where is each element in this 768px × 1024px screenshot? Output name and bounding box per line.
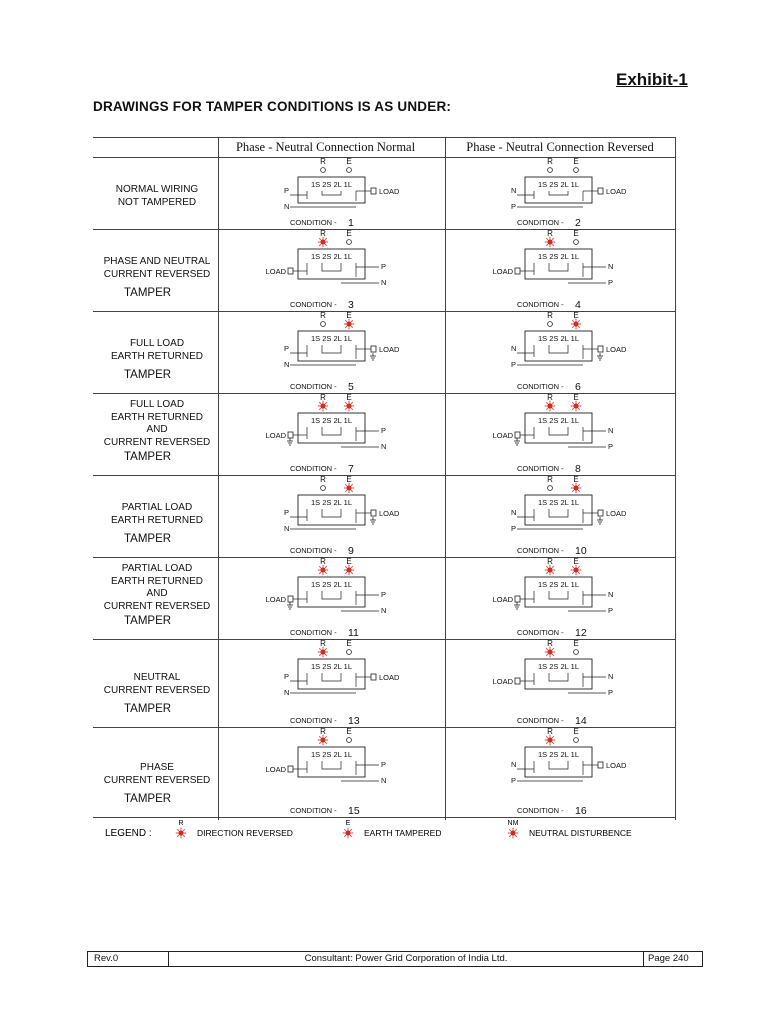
supply-label-1: P	[381, 590, 387, 599]
load-label: LOAD	[606, 509, 627, 518]
led-r-off-icon	[321, 322, 326, 327]
led-e-on-icon	[571, 483, 581, 493]
row-label-line: PHASE	[140, 762, 174, 773]
led-e-on-icon	[344, 401, 354, 411]
condition-caption: CONDITION -	[290, 382, 337, 391]
row-label-line: PHASE AND NEUTRAL	[103, 256, 211, 267]
supply-label-2: P	[608, 442, 614, 451]
condition-number: 2	[575, 217, 581, 229]
load-icon	[598, 188, 603, 194]
legend-text: DIRECTION REVERSED	[197, 828, 293, 838]
condition-number: 4	[575, 299, 581, 311]
row-label-line: CURRENT REVERSED	[103, 684, 211, 696]
condition-diagram-7	[218, 393, 448, 475]
footer-revision: Rev.0	[94, 953, 119, 964]
legend-title: LEGEND :	[105, 828, 152, 839]
led-e-on-icon	[571, 565, 581, 575]
supply-label-1: N	[608, 426, 614, 435]
supply-label-2: P	[511, 202, 517, 211]
load-icon	[598, 346, 603, 352]
led-e-label: E	[346, 557, 352, 566]
condition-caption: CONDITION -	[290, 716, 337, 725]
led-e-label: E	[573, 475, 579, 484]
condition-caption: CONDITION -	[290, 806, 337, 815]
supply-label-1: N	[511, 508, 517, 517]
tamper-label: TAMPER	[124, 793, 172, 805]
condition-diagram-4	[445, 229, 675, 311]
led-e-on-icon	[571, 319, 581, 329]
row-label-8	[96, 762, 218, 787]
condition-caption: CONDITION -	[517, 382, 564, 391]
tamper-label: TAMPER	[124, 369, 172, 381]
led-r-on-icon	[545, 647, 555, 657]
condition-caption: CONDITION -	[290, 546, 337, 555]
load-icon	[371, 674, 376, 680]
supply-label-2: P	[511, 524, 517, 533]
led-e-off-icon	[347, 168, 352, 173]
led-r-on-icon	[318, 237, 328, 247]
meter-terminals: 1S 2S 2L 1L	[537, 416, 580, 425]
supply-label-2: N	[381, 442, 387, 451]
supply-label-2: N	[381, 278, 387, 287]
meter-terminals: 1S 2S 2L 1L	[310, 750, 353, 759]
led-e-off-icon	[574, 738, 579, 743]
condition-diagram-12	[445, 557, 675, 639]
column-header-normal: Phase - Neutral Connection Normal	[235, 140, 416, 154]
load-icon	[371, 346, 376, 352]
load-label: LOAD	[265, 595, 286, 604]
led-e-on-icon	[344, 565, 354, 575]
condition-diagram-6	[445, 311, 675, 393]
row-label-line: EARTH RETURNED	[110, 350, 204, 362]
led-e-off-icon	[574, 650, 579, 655]
load-label: LOAD	[265, 431, 286, 440]
supply-label-1: P	[284, 344, 290, 353]
meter-terminals: 1S 2S 2L 1L	[310, 334, 353, 343]
load-icon	[371, 188, 376, 194]
legend-letter: R	[178, 820, 184, 827]
led-e-label: E	[573, 639, 579, 648]
row-label-line: PARTIAL LOAD	[121, 563, 193, 574]
led-r-label: R	[547, 393, 553, 402]
supply-label-1: P	[381, 760, 387, 769]
load-label: LOAD	[606, 187, 627, 196]
legend-text: NEUTRAL DISTURBENCE	[529, 828, 632, 838]
condition-diagram-3	[218, 229, 448, 311]
condition-number: 5	[348, 381, 354, 393]
led-r-label: R	[547, 475, 553, 484]
supply-label-1: N	[608, 672, 614, 681]
footer-page-number: Page 240	[648, 953, 689, 964]
condition-diagram-5	[218, 311, 448, 393]
meter-terminals: 1S 2S 2L 1L	[537, 580, 580, 589]
row-label-line: PARTIAL LOAD	[121, 502, 193, 513]
condition-number: 10	[575, 545, 587, 557]
page-heading: DRAWINGS FOR TAMPER CONDITIONS IS AS UNDER:	[93, 99, 452, 114]
led-r-label: R	[547, 727, 553, 736]
supply-label-2: N	[284, 688, 290, 697]
condition-caption: CONDITION -	[517, 716, 564, 725]
tamper-label: TAMPER	[124, 533, 172, 545]
meter-terminals: 1S 2S 2L 1L	[310, 416, 353, 425]
legend-led-icon	[508, 828, 518, 838]
led-r-label: R	[547, 557, 553, 566]
load-icon	[515, 268, 520, 274]
load-icon	[288, 766, 293, 772]
led-r-label: R	[320, 229, 326, 238]
led-r-on-icon	[318, 735, 328, 745]
supply-label-1: P	[381, 426, 387, 435]
supply-label-2: P	[608, 606, 614, 615]
led-r-off-icon	[548, 168, 553, 173]
supply-label-1: N	[608, 262, 614, 271]
led-e-off-icon	[347, 240, 352, 245]
condition-caption: CONDITION -	[290, 218, 337, 227]
led-r-label: R	[320, 639, 326, 648]
meter-terminals: 1S 2S 2L 1L	[310, 252, 353, 261]
supply-label-2: P	[511, 360, 517, 369]
condition-diagram-1	[218, 157, 448, 229]
condition-caption: CONDITION -	[290, 628, 337, 637]
row-label-line: CURRENT REVERSED	[103, 268, 211, 280]
condition-number: 16	[575, 805, 587, 817]
supply-label-2: N	[284, 360, 290, 369]
load-icon	[515, 678, 520, 684]
condition-caption: CONDITION -	[517, 464, 564, 473]
load-label: LOAD	[492, 595, 513, 604]
led-r-label: R	[547, 157, 553, 166]
supply-label-2: N	[284, 202, 290, 211]
load-label: LOAD	[492, 431, 513, 440]
supply-label-2: P	[511, 776, 517, 785]
led-e-label: E	[573, 727, 579, 736]
led-r-label: R	[547, 229, 553, 238]
led-r-label: R	[320, 475, 326, 484]
load-label: LOAD	[265, 267, 286, 276]
legend-letter: E	[345, 820, 351, 827]
tamper-label: TAMPER	[124, 451, 172, 463]
condition-diagram-9	[218, 475, 448, 557]
led-r-on-icon	[318, 401, 328, 411]
load-icon	[598, 762, 603, 768]
led-r-on-icon	[545, 237, 555, 247]
condition-diagram-15	[218, 727, 448, 817]
row-label-line: AND	[146, 588, 168, 599]
tamper-label: TAMPER	[124, 615, 172, 627]
row-label-line: CURRENT REVERSED	[103, 436, 211, 448]
led-e-label: E	[346, 639, 352, 648]
load-icon	[515, 432, 520, 438]
load-icon	[288, 432, 293, 438]
tamper-label: TAMPER	[124, 287, 172, 299]
led-r-label: R	[320, 393, 326, 402]
supply-label-1: N	[608, 590, 614, 599]
supply-label-1: P	[284, 508, 290, 517]
condition-number: 14	[575, 715, 587, 727]
condition-caption: CONDITION -	[517, 546, 564, 555]
led-e-off-icon	[347, 650, 352, 655]
row-label-line: NEUTRAL	[133, 672, 181, 683]
supply-label-2: N	[381, 776, 387, 785]
load-label: LOAD	[606, 345, 627, 354]
load-label: LOAD	[379, 509, 400, 518]
meter-terminals: 1S 2S 2L 1L	[537, 180, 580, 189]
condition-number: 15	[348, 805, 360, 817]
supply-label-1: N	[511, 760, 517, 769]
led-r-off-icon	[321, 486, 326, 491]
load-icon	[371, 510, 376, 516]
condition-number: 1	[348, 217, 354, 229]
load-label: LOAD	[379, 673, 400, 682]
row-label-5	[96, 502, 218, 527]
condition-number: 12	[575, 627, 587, 639]
column-header-reversed: Phase - Neutral Connection Reversed	[466, 140, 654, 154]
legend-text: EARTH TAMPERED	[364, 828, 442, 838]
led-r-on-icon	[318, 565, 328, 575]
condition-number: 6	[575, 381, 581, 393]
supply-label-1: N	[511, 344, 517, 353]
meter-terminals: 1S 2S 2L 1L	[310, 180, 353, 189]
supply-label-1: P	[381, 262, 387, 271]
supply-label-2: P	[608, 688, 614, 697]
load-label: LOAD	[379, 345, 400, 354]
row-label-6	[96, 563, 218, 613]
meter-terminals: 1S 2S 2L 1L	[310, 662, 353, 671]
row-label-line: NORMAL WIRING	[115, 184, 199, 195]
page-footer	[87, 951, 703, 967]
condition-diagram-13	[218, 639, 448, 727]
condition-diagram-16	[445, 727, 675, 817]
meter-terminals: 1S 2S 2L 1L	[310, 580, 353, 589]
led-e-label: E	[346, 157, 352, 166]
condition-number: 8	[575, 463, 581, 475]
exhibit-label: Exhibit-1	[616, 70, 688, 89]
row-label-line: CURRENT REVERSED	[103, 774, 211, 786]
condition-diagram-8	[445, 393, 675, 475]
led-r-label: R	[320, 311, 326, 320]
led-e-label: E	[573, 393, 579, 402]
led-e-off-icon	[574, 168, 579, 173]
led-e-on-icon	[344, 483, 354, 493]
supply-label-2: N	[381, 606, 387, 615]
led-r-off-icon	[548, 322, 553, 327]
led-r-label: R	[320, 727, 326, 736]
condition-caption: CONDITION -	[517, 628, 564, 637]
meter-terminals: 1S 2S 2L 1L	[537, 750, 580, 759]
led-r-on-icon	[318, 647, 328, 657]
led-r-label: R	[547, 311, 553, 320]
condition-number: 11	[348, 627, 359, 639]
led-r-off-icon	[548, 486, 553, 491]
row-label-3	[96, 338, 218, 363]
legend-letter: NM	[507, 820, 519, 827]
led-r-on-icon	[545, 565, 555, 575]
condition-caption: CONDITION -	[517, 218, 564, 227]
load-label: LOAD	[492, 267, 513, 276]
led-e-on-icon	[344, 319, 354, 329]
meter-terminals: 1S 2S 2L 1L	[537, 662, 580, 671]
load-icon	[288, 268, 293, 274]
row-label-4	[96, 399, 218, 449]
load-label: LOAD	[265, 765, 286, 774]
load-icon	[598, 510, 603, 516]
supply-label-1: P	[284, 186, 290, 195]
led-e-label: E	[573, 311, 579, 320]
row-label-line: FULL LOAD	[129, 338, 185, 349]
legend-led-icon	[343, 828, 353, 838]
led-r-label: R	[320, 157, 326, 166]
led-r-off-icon	[321, 168, 326, 173]
condition-number: 13	[348, 715, 360, 727]
load-label: LOAD	[379, 187, 400, 196]
led-e-label: E	[346, 475, 352, 484]
tamper-label: TAMPER	[124, 703, 172, 715]
condition-diagram-14	[445, 639, 675, 727]
row-label-2	[96, 256, 218, 281]
led-r-on-icon	[545, 401, 555, 411]
load-icon	[515, 596, 520, 602]
row-label-1	[96, 184, 218, 209]
row-label-line: CURRENT REVERSED	[103, 600, 211, 612]
meter-terminals: 1S 2S 2L 1L	[537, 498, 580, 507]
condition-diagram-2	[445, 157, 675, 229]
load-icon	[288, 596, 293, 602]
condition-number: 7	[348, 463, 354, 475]
led-e-on-icon	[571, 401, 581, 411]
row-label-line: AND	[146, 424, 168, 435]
condition-caption: CONDITION -	[517, 300, 564, 309]
legend	[93, 820, 676, 842]
footer-consultant: Consultant: Power Grid Corporation of India Ltd.	[304, 953, 508, 964]
led-r-on-icon	[545, 735, 555, 745]
led-e-off-icon	[347, 738, 352, 743]
meter-terminals: 1S 2S 2L 1L	[310, 498, 353, 507]
load-label: LOAD	[492, 677, 513, 686]
load-label: LOAD	[606, 761, 627, 770]
condition-number: 9	[348, 545, 354, 557]
condition-caption: CONDITION -	[290, 300, 337, 309]
supply-label-1: N	[511, 186, 517, 195]
legend-led-icon	[176, 828, 186, 838]
row-label-line: FULL LOAD	[129, 399, 185, 410]
row-label-7	[96, 672, 218, 697]
led-e-off-icon	[574, 240, 579, 245]
led-e-label: E	[346, 727, 352, 736]
led-e-label: E	[346, 311, 352, 320]
supply-label-2: N	[284, 524, 290, 533]
legend-graphic	[93, 820, 676, 842]
condition-diagram-10	[445, 475, 675, 557]
row-label-line: NOT TAMPERED	[117, 196, 197, 208]
led-e-label: E	[573, 557, 579, 566]
led-e-label: E	[346, 229, 352, 238]
supply-label-1: P	[284, 672, 290, 681]
row-label-line: EARTH RETURNED	[110, 514, 204, 526]
condition-caption: CONDITION -	[517, 806, 564, 815]
row-label-line: EARTH RETURNED	[110, 411, 204, 423]
led-r-label: R	[320, 557, 326, 566]
led-e-label: E	[346, 393, 352, 402]
meter-terminals: 1S 2S 2L 1L	[537, 252, 580, 261]
condition-caption: CONDITION -	[290, 464, 337, 473]
led-r-label: R	[547, 639, 553, 648]
meter-terminals: 1S 2S 2L 1L	[537, 334, 580, 343]
row-label-line: EARTH RETURNED	[110, 575, 204, 587]
condition-diagram-11	[218, 557, 448, 639]
supply-label-2: P	[608, 278, 614, 287]
led-e-label: E	[573, 229, 579, 238]
condition-number: 3	[348, 299, 354, 311]
led-e-label: E	[573, 157, 579, 166]
